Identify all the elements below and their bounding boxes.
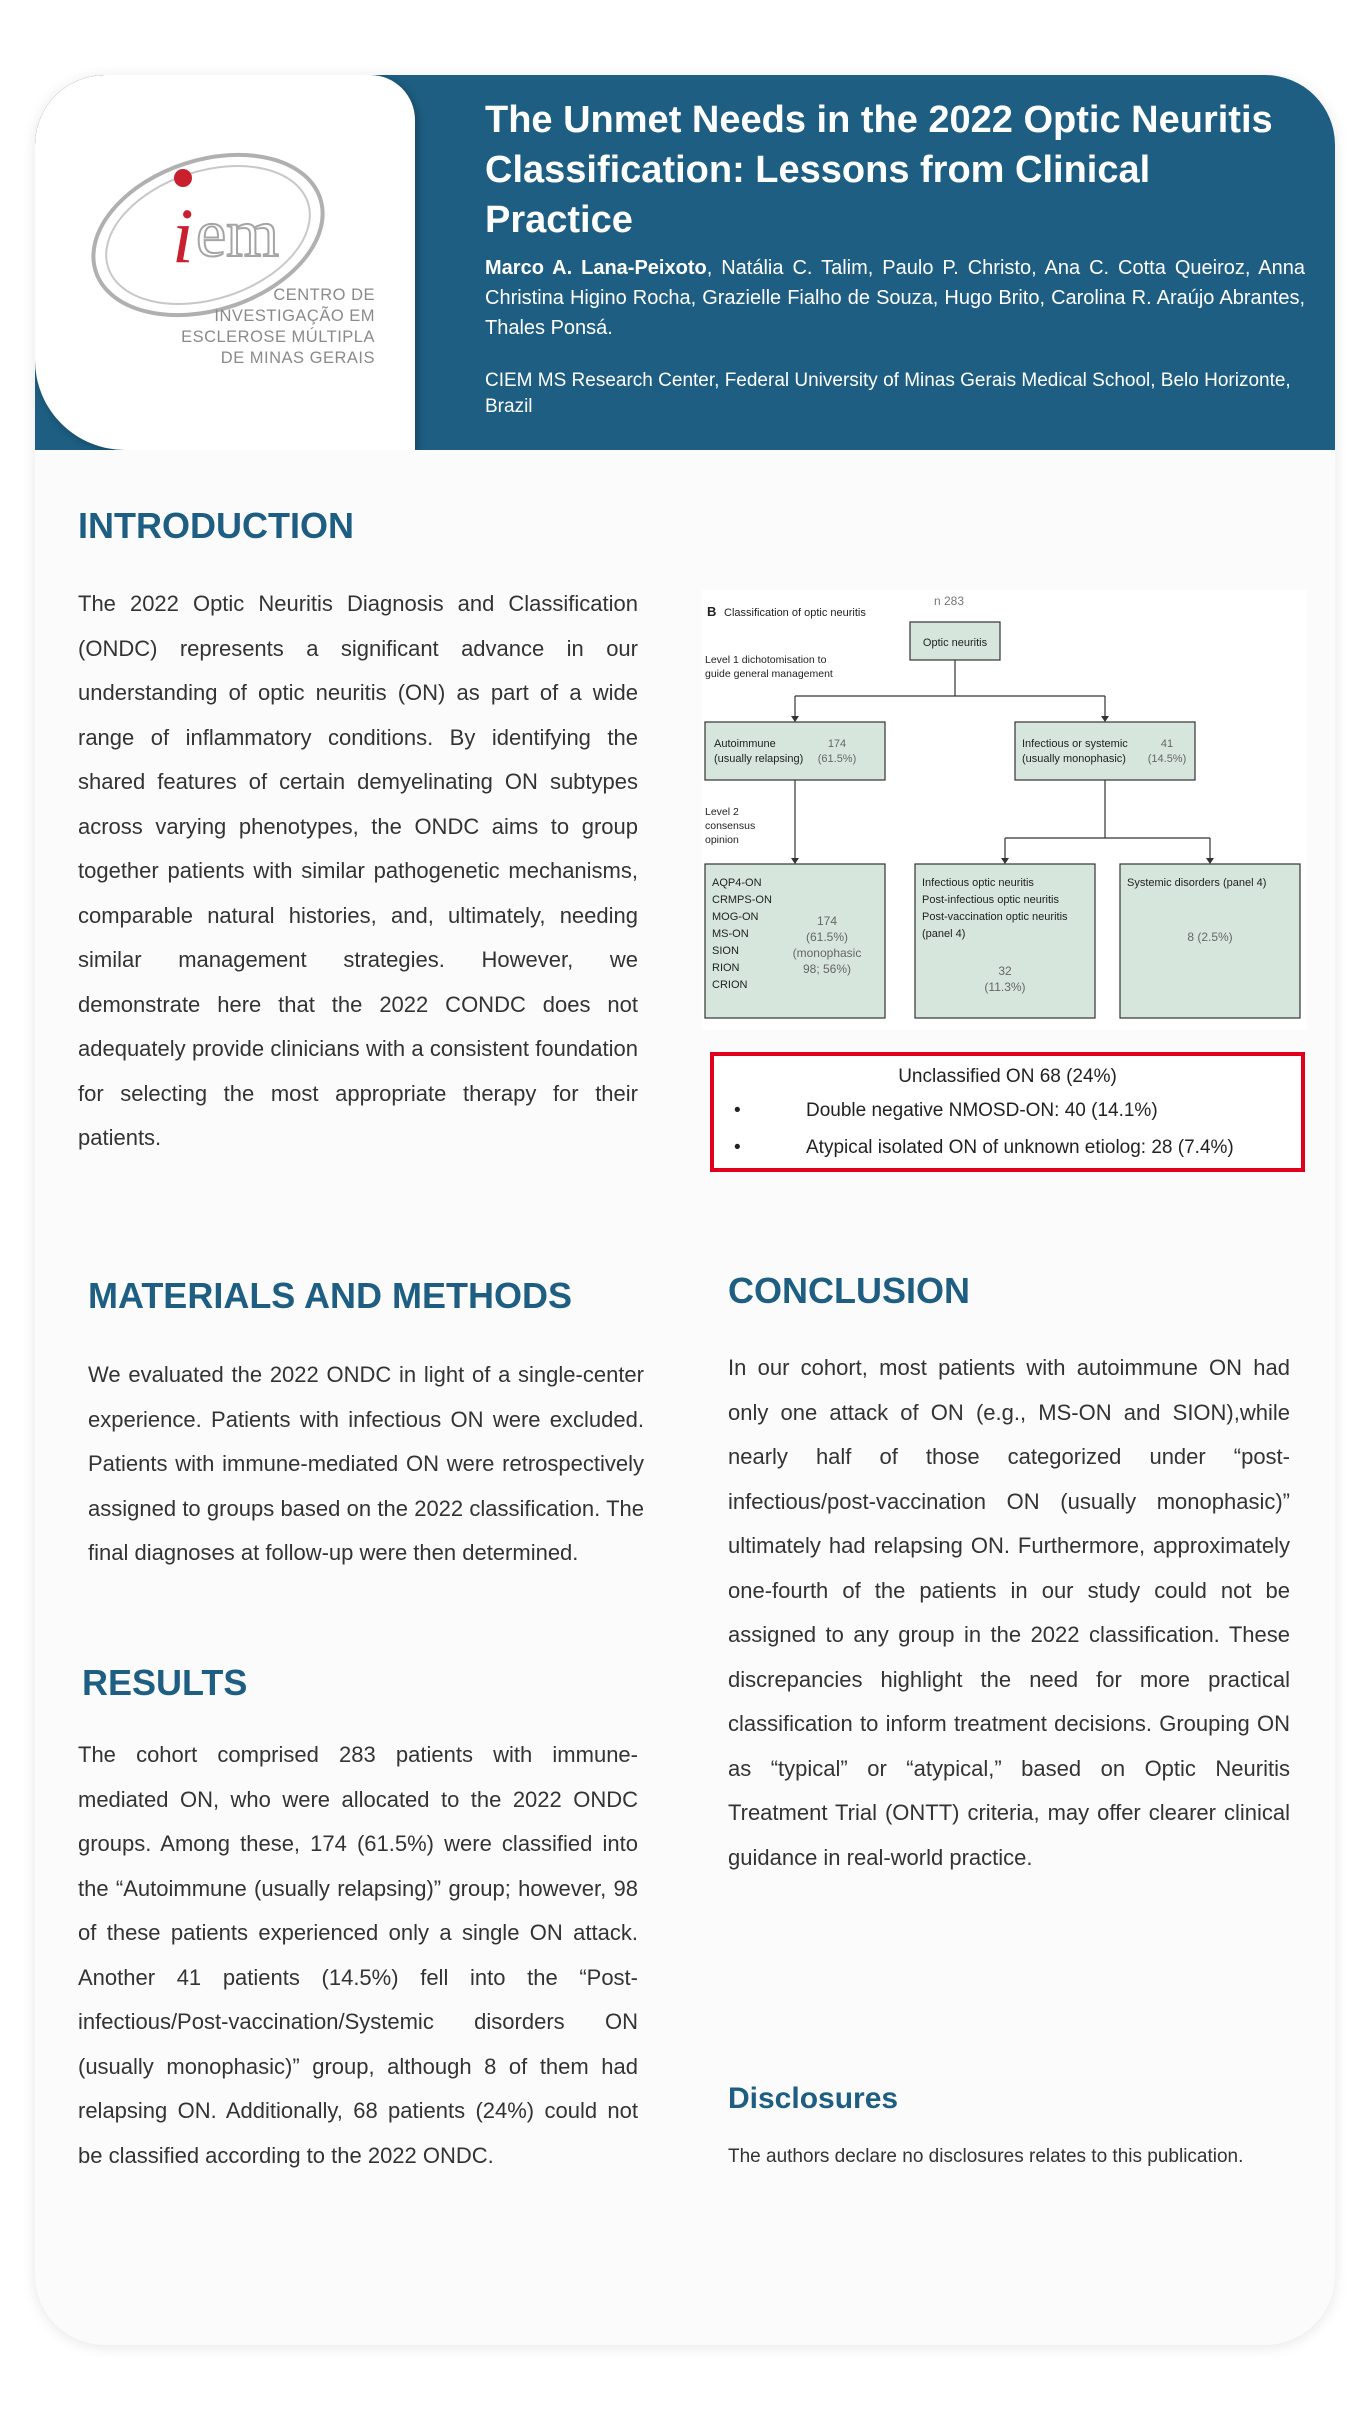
author-list [485, 253, 1305, 343]
logo-text [165, 285, 375, 369]
lead-author: Marco A. Lana-Peixoto [485, 257, 707, 279]
level2-line3: opinion [705, 834, 739, 846]
infectious-item-3: Post-vaccination optic neuritis [922, 911, 1068, 923]
conclusion-text: In our cohort, most patients with autoimmune ON had only one attack of ON (e.g., MS-ON and SION),while nearly half of those categorized under “post-infectious/post-vaccination ON (usually monophasic)” ultimately had relapsing ON. Furthermore, approximately one-fourth of the patients in our study could not be assigned to any group in the 2022 classification. These discrepancies highlight the need for more practical classification to inform treatment decisions. Grouping ON as “typical” or “atypical,” based on Optic Neuritis Treatment Trial (ONTT) criteria, may offer clearer clinical guidance in real-world practice. [728, 1355, 1290, 1870]
unclassified-item-2-text: Atypical isolated ON of unknown etiolog: 28 (7.4%) [806, 1137, 1234, 1158]
disclosures-text: The authors declare no disclosures relates to this publication. [728, 2146, 1244, 2167]
subtypes-monophasic-count: 98; 56%) [802, 962, 852, 976]
subtype-crmps: CRMPS-ON [712, 894, 772, 906]
unclassified-item-1-text: Double negative NMOSD-ON: 40 (14.1%) [806, 1100, 1158, 1121]
bullet-2: • [734, 1137, 741, 1158]
unclassified-box [710, 1052, 1305, 1172]
introduction-heading: INTRODUCTION [78, 505, 354, 546]
subtypes-pct: (61.5%) [805, 930, 849, 944]
infectious-item-4: (panel 4) [922, 928, 966, 940]
title-line-1: The Unmet Needs in the 2022 Optic Neuritis [485, 99, 1273, 141]
subtype-mog: MOG-ON [712, 911, 759, 923]
conclusion-heading: CONCLUSION [728, 1270, 970, 1311]
title-line-2: Classification: Lessons from Clinical Practice [485, 149, 1151, 241]
infectious-systemic-count: 41 [1160, 738, 1174, 750]
svg-text:em: em [196, 195, 280, 271]
infectious-systemic-box [1015, 722, 1195, 780]
poster-header [35, 75, 1335, 450]
results-text: The cohort comprised 283 patients with immune-mediated ON, who were allocated to the 2022 ONDC groups. Among these, 174 (61.5%) were classified into the “Autoimmune (usually relapsing)” group; however, 98 of these patients experienced only a single ON attack. Another 41 patients (14.5%) fell into the “Post-infectious/Post-vaccination/Systemic disorders ON (usually monophasic)” group, although 8 of them had relapsing ON. Additionally, 68 patients (24%) could not be classified according to the 2022 ONDC. [78, 1742, 638, 2168]
autoimmune-box [705, 722, 885, 780]
autoimmune-pct: (61.5%) [817, 753, 857, 765]
root-label: Optic neuritis [922, 637, 988, 649]
autoimmune-count: 174 [827, 738, 847, 750]
subtype-rion: RION [712, 962, 740, 974]
logo-line-1: CENTRO DE [273, 286, 375, 304]
unclassified-title: Unclassified ON 68 (24%) [898, 1066, 1117, 1087]
level1-line2: guide general management [705, 668, 833, 680]
infectious-systemic-label: Infectious or systemic [1022, 738, 1128, 750]
level2-line1: Level 2 [705, 806, 739, 818]
systemic-label: Systemic disorders (panel 4) [1127, 877, 1267, 889]
infectious-systemic-sublabel: (usually monophasic) [1022, 753, 1126, 765]
classification-figure [702, 590, 1307, 1030]
panel-label: B [707, 604, 717, 619]
infectious-pct: (11.3%) [984, 980, 1026, 994]
logo-line-4: DE MINAS GERAIS [220, 349, 375, 367]
infectious-item-2: Post-infectious optic neuritis [922, 894, 1059, 906]
results-heading: RESULTS [82, 1662, 248, 1703]
introduction-text: The 2022 Optic Neuritis Diagnosis and Classification (ONDC) represents a significant advance in our understanding of optic neuritis (ON) as part of a wide range of inflammatory conditions. By identifying the shared features of certain demyelinating ON subtypes across varying phenotypes, the ONDC aims to group together patients with similar pathogenetic mechanisms, comparable natural histories, and, ultimately, needing similar management strategies. However, we demonstrate here that the 2022 CONDC does not adequately provide clinicians with a consistent foundation for selecting the most appropriate therapy for their patients. [78, 591, 638, 1150]
systemic-value: 8 (2.5%) [1187, 930, 1233, 944]
infectious-systemic-pct: (14.5%) [1147, 753, 1187, 765]
autoimmune-sublabel: (usually relapsing) [714, 753, 804, 765]
logo-line-3: ESCLEROSE MÚLTIPLA [181, 328, 375, 346]
subtype-crion: CRION [712, 979, 748, 991]
svg-text:i: i [172, 192, 194, 279]
co-authors: , Natália C. Talim, Paulo P. Christo, Ana C. Cotta Queiroz, Anna Christina Higino Rocha, Grazielle Fialho de Souza, Hugo Brito, Carolina R. Araújo Abrantes, Thales Ponsá. [485, 257, 1305, 339]
disclosures-heading: Disclosures [728, 2082, 899, 2115]
panel-title: Classification of optic neuritis [724, 607, 866, 619]
level2-line2: consensus [705, 820, 756, 832]
infectious-item-1: Infectious optic neuritis [922, 877, 1034, 889]
autoimmune-label: Autoimmune [714, 738, 776, 750]
logo-line-2: INVESTIGAÇÃO EM [214, 307, 375, 325]
poster-title [485, 95, 1305, 245]
bullet-1: • [734, 1100, 741, 1121]
methods-text: We evaluated the 2022 ONDC in light of a single-center experience. Patients with infectious ON were excluded. Patients with immune-mediated ON were retrospectively assigned to groups based on the 2022 classification. The final diagnoses at follow-up were then determined. [88, 1362, 644, 1565]
affiliation: CIEM MS Research Center, Federal University of Minas Gerais Medical School, Belo Horizonte, Brazil [485, 370, 1291, 417]
subtype-sion: SION [712, 945, 739, 957]
subtypes-count: 174 [816, 914, 838, 928]
methods-heading: MATERIALS AND METHODS [88, 1275, 572, 1316]
infectious-count: 32 [998, 964, 1012, 978]
subtype-ms: MS-ON [712, 928, 749, 940]
n-label: n 283 [934, 594, 965, 608]
classification-diagram [702, 590, 1307, 1030]
level1-line1: Level 1 dichotomisation to [705, 654, 827, 666]
subtype-aqp4: AQP4-ON [712, 877, 762, 889]
subtypes-monophasic: (monophasic [792, 946, 862, 960]
logo-panel [35, 75, 415, 450]
